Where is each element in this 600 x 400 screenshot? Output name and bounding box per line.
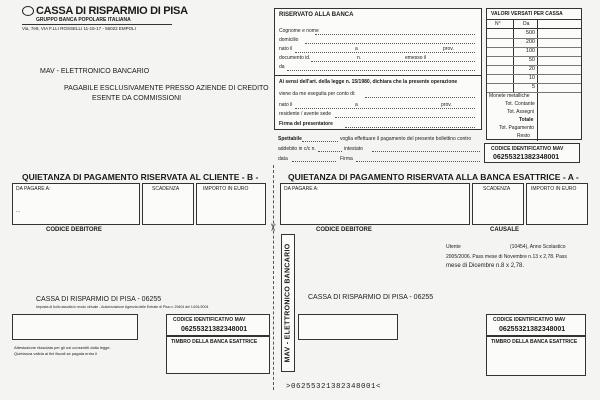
left-importo: IMPORTO IN EURO bbox=[196, 183, 266, 225]
spettabile-label: Spettabile bbox=[278, 136, 302, 142]
riservato-title: RISERVATO ALLA BANCA bbox=[279, 12, 354, 18]
left-bank-line: CASSA DI RISPARMIO DI PISA - 06255 bbox=[36, 296, 162, 303]
left-codice-mav: CODICE IDENTIFICATIVO MAV 06255321382348001 bbox=[166, 314, 270, 336]
valori-box: VALORI VERSATI PER CASSA N° Da 500 200 100 50 20 10 5 Monete metalliche Tot. Contante Tot. Assegni Totale Tot. Pagamento Resto bbox=[486, 8, 582, 140]
bank-group: GRUPPO BANCA POPOLARE ITALIANA bbox=[36, 17, 131, 23]
valori-denomination: 5 bbox=[531, 84, 535, 90]
bank-name: CASSA DI RISPARMIO DI PISA bbox=[36, 5, 188, 17]
valori-denomination: 20 bbox=[528, 66, 535, 72]
codice-mav-top-value: 06255321382348001 bbox=[493, 154, 560, 161]
bank-logo-icon bbox=[22, 6, 34, 16]
valori-row bbox=[487, 83, 581, 93]
left-timbro: TIMBRO DELLA BANCA ESATTRICE bbox=[166, 336, 270, 374]
left-bottom-blank bbox=[12, 314, 138, 340]
right-scadenza: SCADENZA bbox=[472, 183, 524, 225]
right-codice-mav: CODICE IDENTIFICATIVO MAV 06255321382348001 bbox=[486, 314, 586, 336]
right-codice-debitore: CODICE DEBITORE bbox=[316, 227, 372, 233]
right-importo: IMPORTO IN EURO bbox=[526, 183, 588, 225]
left-receipt-title: QUIETANZA DI PAGAMENTO RISERVATA AL CLIENTE - B - bbox=[22, 172, 259, 182]
right-da-pagare: DA PAGARE A: bbox=[280, 183, 470, 225]
valori-denomination: 10 bbox=[528, 75, 535, 81]
valori-denomination: 100 bbox=[525, 48, 535, 54]
scissors-icon: ✂ bbox=[266, 223, 278, 232]
left-da-pagare: DA PAGARE A: ... bbox=[12, 183, 140, 225]
bank-address: Via, 7e9, VIA F.LLI ROSSELLI 11-15-17 - 56022 EMPOLI bbox=[22, 26, 136, 31]
left-codice-debitore: CODICE DEBITORE bbox=[46, 227, 102, 233]
valori-denomination: 200 bbox=[525, 39, 535, 45]
ocr-line: >06255321382348001< bbox=[286, 383, 382, 391]
right-bottom-blank bbox=[298, 314, 398, 340]
esente-note: ESENTE DA COMMISSIONI bbox=[92, 95, 182, 102]
codice-mav-top: CODICE IDENTIFICATIVO MAV 06255321382348001 bbox=[484, 143, 580, 163]
left-scadenza: SCADENZA bbox=[142, 183, 194, 225]
riservato-box: RISERVATO ALLA BANCA Cognome e nome domicilio nato il a prov. documento id. n. emesso il da Ai sensi dell'art. della legge n. 15/1980, dichiara che la presente operazione viene da me eseguita per conto di: nato il a prov. residente / avente sede Firma del presentatore bbox=[274, 8, 482, 130]
valori-denomination: 50 bbox=[528, 57, 535, 63]
vertical-mav-label: MAV - ELETTRONICO BANCARIO bbox=[281, 234, 295, 372]
right-receipt-title: QUIETANZA DI PAGAMENTO RISERVATA ALLA BANCA ESATTRICE - A - bbox=[288, 172, 579, 182]
right-bank-line: CASSA DI RISPARMIO DI PISA - 06255 bbox=[308, 294, 434, 301]
right-timbro: TIMBRO DELLA BANCA ESATTRICE bbox=[486, 336, 586, 376]
mav-title: MAV - ELETTRONICO BANCARIO bbox=[40, 68, 150, 75]
causale-label: CAUSALE bbox=[490, 227, 520, 233]
pagabile-note: PAGABILE ESCLUSIVAMENTE PRESSO AZIENDE DI CREDITO bbox=[64, 85, 269, 92]
valori-denomination: 500 bbox=[525, 30, 535, 36]
